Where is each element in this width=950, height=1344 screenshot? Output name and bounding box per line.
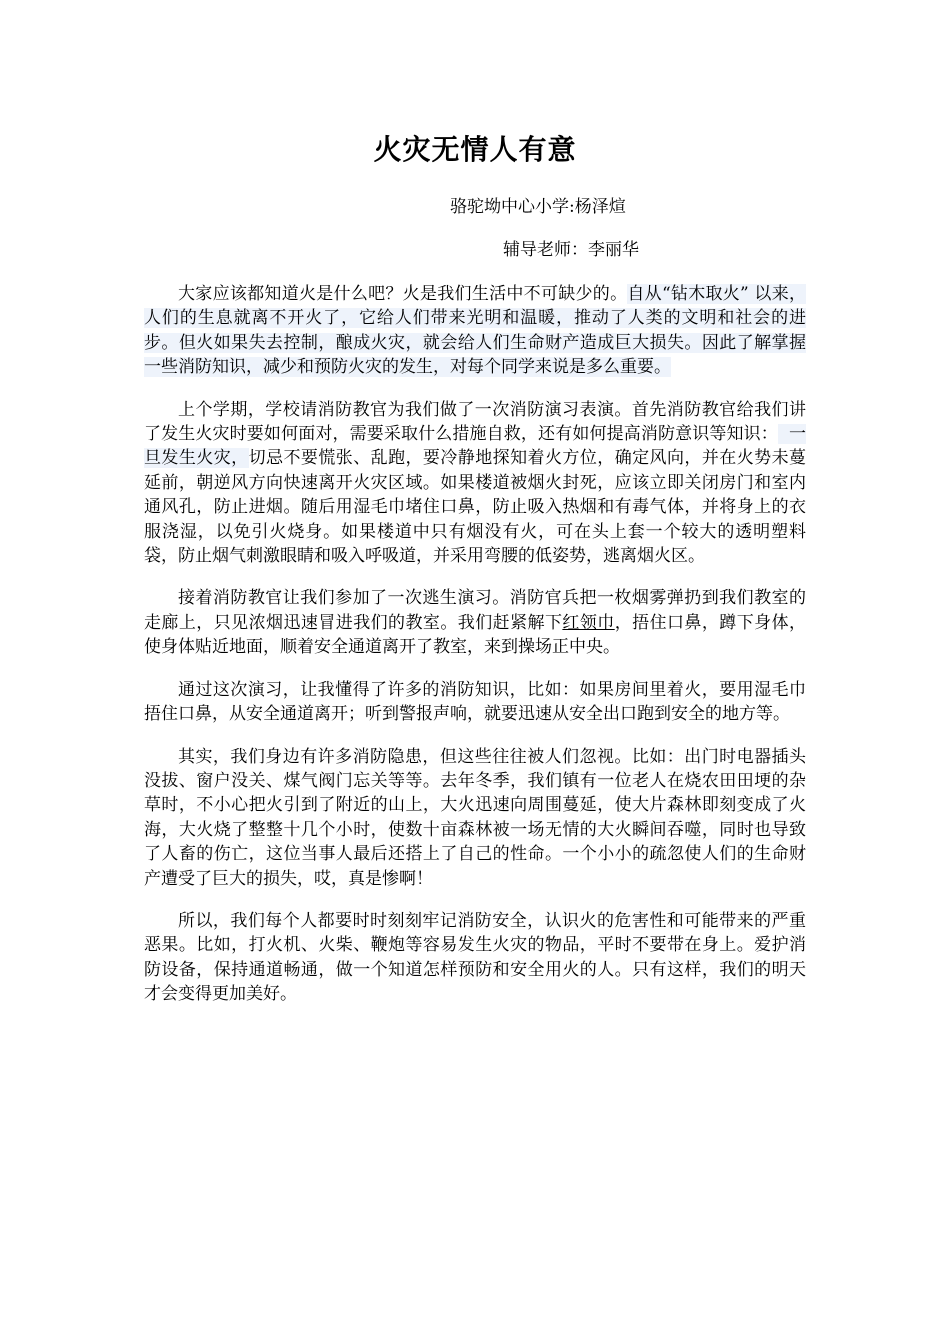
essay-body — [144, 282, 806, 1025]
paragraph-3-text-c: ，捂住口鼻，蹲下身体，使身体贴近地面，顺着安全通道离开了教室，来到操场正中央。 — [144, 612, 807, 658]
paragraph-1 — [144, 282, 806, 380]
paragraph-2-text-a: 上个学期，学校请消防教官为我们做了一次消防演习表演。首先消防教官给我们讲了发生火灾时要如何面对，需要采取什么措施自救，还有如何提高消防意识等知识： — [144, 399, 806, 445]
paragraph-3-underlined-text: 红领巾 — [562, 612, 615, 633]
paragraph-2 — [144, 398, 806, 569]
paragraph-4: 通过这次演习，让我懂得了许多的消防知识，比如：如果房间里着火，要用湿毛巾捂住口鼻，从安全通道离开；听到警报声响，就要迅速从安全出口跑到安全的地方等。 — [144, 679, 806, 725]
teacher-line: 辅导老师：李丽华 — [503, 240, 639, 260]
paragraph-3 — [144, 586, 806, 659]
paragraph-5: 其实，我们身边有许多消防隐患，但这些往往被人们忽视。比如：出门时电器插头没拔、窗户没关、煤气阀门忘关等等。去年冬季，我们镇有一位老人在烧农田田埂的杂草时，不小心把火引到了附近的山上，大火迅速向周围蔓延，使大片森林即刻变成了火海，大火烧了整整十几个小时，使数十亩森林被一场无情的大火瞬间吞噬，同时也导致了人畜的伤亡，这位当事人最后还搭上了自己的性命。一个小小的疏忽使人们的生命财产遭受了巨大的损失，哎，真是惨啊！ — [144, 746, 806, 889]
paragraph-2-highlighted-text: 一旦发生火灾， — [144, 424, 806, 469]
paragraph-2-text-c: 切忌不要慌张、乱跑，要冷静地探知着火方位，确定风向，并在火势未蔓延前，朝逆风方向快速离开火灾区域。如果楼道被烟火封死，应该立即关闭房门和室内通风孔，防止进烟。随后用湿毛巾堵住口鼻，防止吸入热烟和有毒气体，并将身上的衣服浇湿，以免引火烧身。如果楼道中只有烟没有火，可在头上套一个较大的透明塑料袋，防止烟气刺激眼睛和吸入呼吸道，并采用弯腰的低姿势，逃离烟火区。 — [144, 448, 807, 567]
author-byline: 骆驼坳中心小学:杨泽煊 — [450, 197, 626, 217]
paragraph-6: 所以，我们每个人都要时时刻刻牢记消防安全，认识火的危害性和可能带来的严重恶果。比如，打火机、火柴、鞭炮等容易发生火灾的物品，平时不要带在身上。爱护消防设备，保持通道畅通，做一个知道怎样预防和安全用火的人。只有这样，我们的明天才会变得更加美好。 — [144, 910, 806, 1005]
document-title: 火灾无情人有意 — [373, 133, 577, 166]
paragraph-1-text-a: 大家应该都知道火是什么吧？火是我们生活中不可缺少的。 — [178, 284, 628, 304]
paragraph-1-highlighted-text: 自从“钻木取火” 以来，人们的生息就离不开火了，它给人们带来光明和温暖，推动了人类的文明和社会的进步。但火如果失去控制，酿成火灾，就会给人们生命财产造成巨大损失。因此了解掌握一些消防知识，减少和预防火灾的发生，对每个同学来说是多么重要。 — [144, 284, 806, 378]
paragraph-3-text-a: 接着消防教官让我们参加了一次逃生演习。消防官兵把一枚烟雾弹扔到我们教室的走廊上，只见浓烟迅速冒进我们的教室。我们赶紧解下 — [144, 588, 806, 633]
